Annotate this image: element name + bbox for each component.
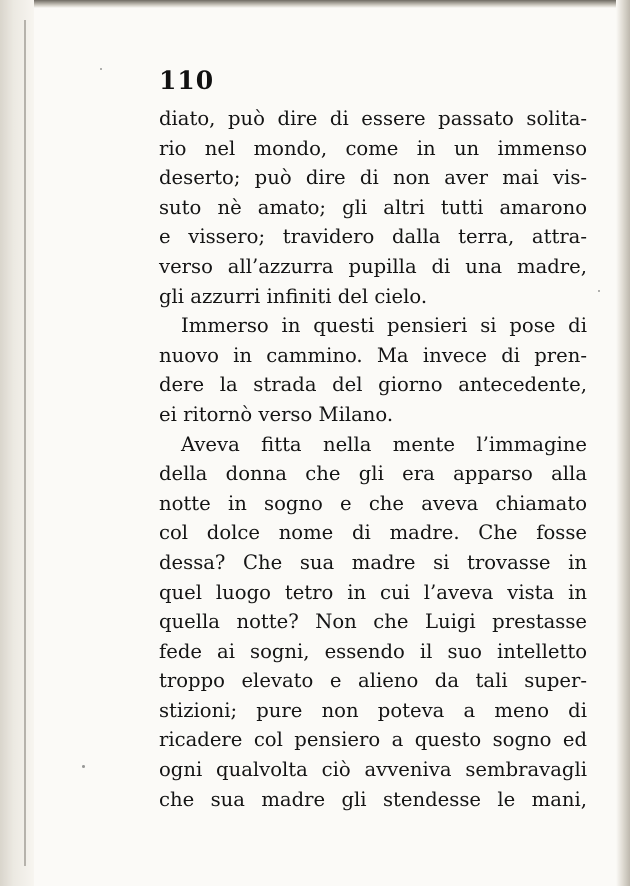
text-line: notte in sogno e che aveva chiamato [159,491,587,515]
binding-line [24,20,26,866]
text-line: verso all’azzurra pupilla di una madre, [159,254,587,278]
text-line: quella notte? Non che Luigi prestasse [159,610,587,634]
text-line: quel luogo tetro in cui l’aveva vista in [159,580,587,604]
text-line: dere la strada del giorno antecedente, [159,373,587,397]
page-right-edge [616,0,630,886]
body-text [159,104,587,814]
text-line: ogni qualvolta ciò avveniva sembravagli [159,758,587,782]
text-line: della donna che gli era apparso alla [159,462,587,486]
text-line: diato, può dire di essere passato solita- [159,107,587,130]
text-line: deserto; può dire di non aver mai vis- [159,166,587,190]
page-number: 110 [159,66,215,95]
text-line: rio nel mondo, come in un immenso [159,136,587,160]
paragraph-end-line: ei ritornò verso Milano. [159,402,394,426]
page-top-edge [0,0,630,8]
text-line: e vissero; travidero dalla terra, attra- [159,225,587,249]
page-binding-edge [0,0,34,886]
text-line: nuovo in cammino. Ma invece di pren- [159,343,587,367]
paper-speck [82,765,85,768]
paragraph-end-line: gli azzurri infiniti del cielo. [159,284,428,308]
text-line: dessa? Che sua madre si trovasse in [159,550,587,574]
text-line: che sua madre gli stendesse le mani, [159,787,587,811]
paper-speck [100,68,102,70]
text-line: stizioni; pure non poteva a meno di [159,698,587,722]
text-line: ricadere col pensiero a questo sogno ed [159,728,587,752]
text-line: col dolce nome di madre. Che fosse [159,521,587,545]
paper-speck [598,290,600,292]
text-line: fede ai sogni, essendo il suo intelletto [159,639,587,663]
text-line: suto nè amato; gli altri tutti amarono [159,195,587,219]
text-line: troppo elevato e alieno da tali super- [159,669,587,693]
paragraph-start-line: Aveva fitta nella mente l’immagine [181,432,587,456]
paragraph-start-line: Immerso in questi pensieri si pose di [181,314,587,338]
